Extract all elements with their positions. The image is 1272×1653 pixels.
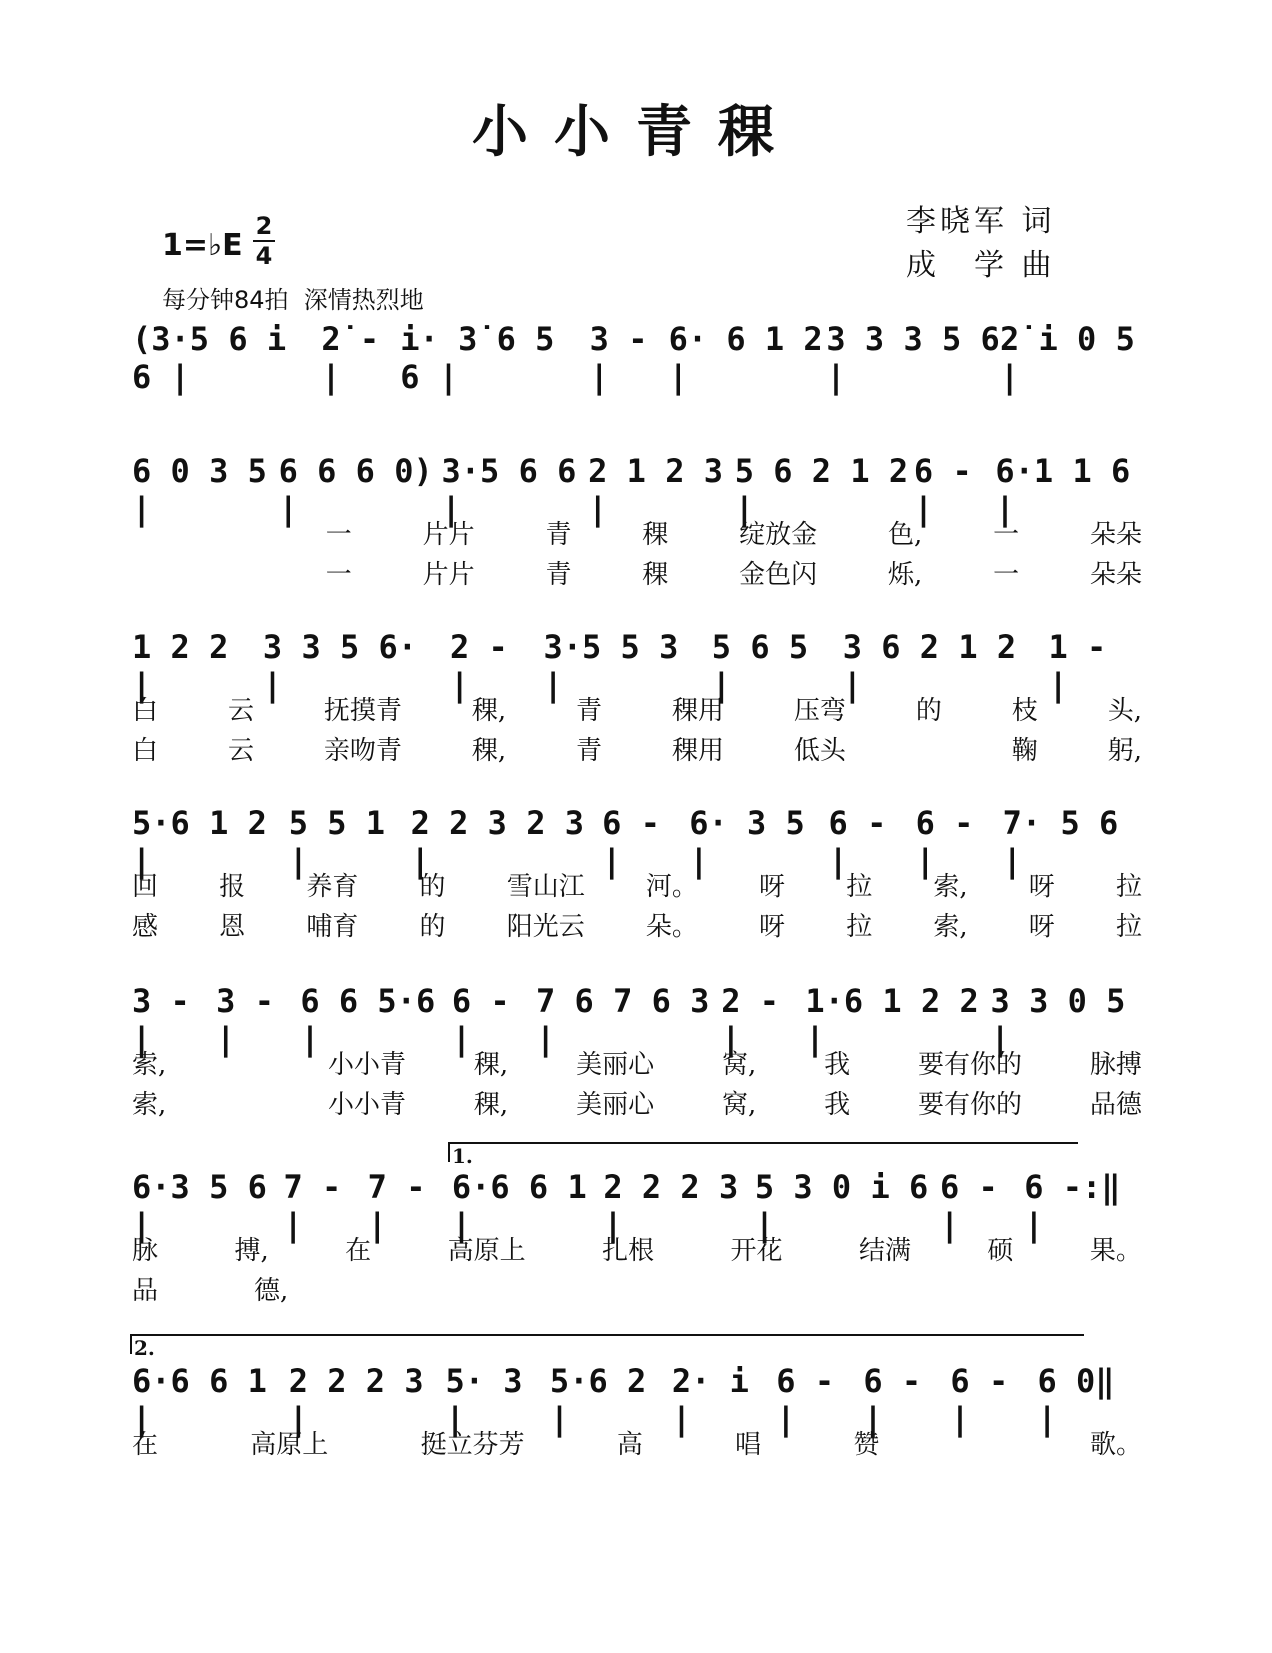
lyric-word: 河。 — [645, 872, 698, 902]
lyric-word: 头, — [1107, 696, 1142, 726]
measure: 2 - | — [449, 628, 508, 704]
measure: 5· 3 | — [445, 1362, 523, 1438]
volta-label-2: 2. — [134, 1336, 155, 1360]
lyric-word: 索, — [933, 872, 968, 902]
lyric-word: 小小青 — [328, 1090, 407, 1120]
lyric-word: 阳光云 — [506, 912, 585, 942]
lyric-word — [628, 1270, 654, 1307]
lyric-word: 养育 — [306, 872, 359, 902]
lyric-word: 我 — [824, 1090, 851, 1120]
lyric-line-6-2 — [132, 1270, 1142, 1307]
lyric-word: 稞 — [642, 520, 669, 550]
measure: 6 - | — [913, 452, 972, 528]
lyric-word: 躬, — [1107, 736, 1142, 766]
lyric-word: 果。 — [1089, 1236, 1142, 1266]
measure: 6 0‖ | — [1037, 1362, 1115, 1438]
measure: 3 - | — [589, 320, 648, 396]
lyric-word: 我 — [824, 1050, 851, 1080]
measure: 3·5 6 6 | — [441, 452, 577, 528]
page-title: 小小青稞 — [472, 99, 800, 165]
measure: 5 3 0 i 6 | — [754, 1168, 929, 1244]
measure: 6· 3 5 | — [689, 804, 805, 880]
lyric-word: 稞, — [473, 1050, 509, 1080]
measure: 6 6 5·6 | — [300, 982, 436, 1058]
measure: 6 - | — [602, 804, 660, 880]
lyric-word — [994, 1270, 1020, 1307]
lyric-word: 高原上 — [250, 1430, 329, 1460]
lyric-word: 赞 — [853, 1430, 880, 1460]
lyric-word: 片片 — [422, 560, 475, 590]
measure: 2 1 2 3 | — [588, 452, 723, 528]
lyric-word: 绽放金 — [739, 520, 818, 550]
lyric-word — [972, 1424, 998, 1461]
lyric-word — [229, 514, 255, 551]
time-signature — [250, 212, 278, 270]
lyric-word: 稞用 — [671, 696, 724, 726]
lyric-word: 结满 — [858, 1236, 911, 1266]
lyric-word: 在 — [132, 1430, 159, 1460]
lyric-word — [229, 554, 255, 591]
measure: 6· 6 1 2 | — [668, 320, 823, 396]
lyric-word: 拉 — [846, 872, 873, 902]
lyric-word — [132, 514, 158, 551]
lyric-line-4-1 — [132, 866, 1142, 903]
measure: 1·6 1 2 2 | — [805, 982, 979, 1058]
volta-label-1: 1. — [452, 1144, 473, 1168]
lyric-word: 稞 — [642, 560, 669, 590]
lyric-word: 恩 — [219, 912, 246, 942]
lyric-word — [234, 1084, 260, 1121]
lyric-word: 脉 — [132, 1236, 159, 1266]
measure: 2 - | — [721, 982, 779, 1058]
lyric-line-2-2 — [132, 554, 1142, 591]
meter-top: 2 — [255, 212, 273, 240]
volta-bracket-1 — [448, 1142, 1078, 1162]
measure: 6·6 6 1 | — [451, 1168, 587, 1244]
measure: 2 2 2 3 | — [603, 1168, 739, 1244]
measure: 6·1 1 6 | — [995, 452, 1131, 528]
lyric-word: 高 — [616, 1430, 643, 1460]
lyric-word: 要有你的 — [917, 1050, 1022, 1080]
measure: 5·6 1 2 | — [132, 804, 267, 880]
lyric-word: 的 — [915, 696, 942, 726]
measure: 6·6 6 1 | — [132, 1362, 267, 1438]
lyric-word: 美丽心 — [576, 1090, 655, 1120]
lyric-word: 索, — [132, 1050, 167, 1080]
lyric-word: 索, — [132, 1090, 167, 1120]
lyric-word: 拉 — [1115, 872, 1142, 902]
measure: 3 3 3 5 6 | — [826, 320, 1000, 396]
meter-bottom: 4 — [255, 242, 273, 270]
lyric-word: 挺立芬芳 — [420, 1430, 525, 1460]
lyric-word: 品德 — [1089, 1090, 1142, 1120]
lyric-word: 烁, — [888, 560, 923, 590]
lyric-word: 呀 — [1028, 912, 1055, 942]
lyric-word — [132, 554, 158, 591]
lyric-word: 哺育 — [306, 912, 359, 942]
lyric-word: 一 — [325, 560, 352, 590]
lyric-word — [872, 1270, 898, 1307]
lyric-word — [916, 730, 942, 767]
lyric-word — [384, 1270, 410, 1307]
lyric-word: 一 — [325, 520, 352, 550]
lyric-word: 德, — [253, 1276, 289, 1306]
lyric-word: 回 — [132, 872, 159, 902]
lyric-word: 白 — [132, 736, 159, 766]
lyric-word: 脉搏 — [1089, 1050, 1142, 1080]
lyric-word: 朵朵 — [1089, 520, 1142, 550]
lyric-line-5-2 — [132, 1084, 1142, 1121]
lyric-word: 青 — [545, 520, 572, 550]
lyric-word: 窝, — [721, 1050, 757, 1080]
lyric-word: 朵。 — [645, 912, 698, 942]
lyric-word: 云 — [227, 736, 254, 766]
lyric-word — [1116, 1270, 1142, 1307]
lyric-word: 云 — [227, 696, 254, 726]
lyric-line-3-1 — [132, 690, 1142, 727]
lyric-line-3-2 — [132, 730, 1142, 767]
measure: 3 6 2 1 2 | — [842, 628, 1017, 704]
lyric-word: 美丽心 — [576, 1050, 655, 1080]
lyric-word: 要有你的 — [917, 1090, 1022, 1120]
lyric-word: 高原上 — [447, 1236, 526, 1266]
measure: 6 - | — [828, 804, 887, 880]
measure: 6 0 3 5 | — [132, 452, 267, 528]
measure: 6 - | — [776, 1362, 835, 1438]
measure: 2 2 3 2 3 | — [410, 804, 584, 880]
lyric-word: 一 — [993, 520, 1020, 550]
lyric-word: 白 — [132, 696, 159, 726]
measure: 5 6 5 | — [711, 628, 809, 704]
measure: 3 - | — [132, 982, 190, 1058]
lyric-word: 索, — [933, 912, 968, 942]
lyric-word: 一 — [993, 560, 1020, 590]
lyric-word: 压弯 — [793, 696, 846, 726]
measure: 2̇ i 0 5 | — [999, 320, 1135, 396]
lyric-word: 稞, — [471, 696, 507, 726]
measure: 6 - | — [915, 804, 974, 880]
lyric-word: 亲吻青 — [323, 736, 402, 766]
measure: 6 6 6 0) | — [278, 452, 433, 528]
lyric-word: 感 — [132, 912, 159, 942]
lyric-word: 青 — [576, 696, 603, 726]
notation-row-1 — [132, 320, 1142, 396]
lyric-word: 的 — [419, 872, 446, 902]
lyricist-credit: 李晓军 词 — [906, 204, 1056, 239]
measure: i· 3̇ 6 5 6 | — [400, 320, 555, 396]
tempo-marking: 每分钟84拍 深情热烈地 — [162, 286, 424, 314]
measure: 5 5 1 | — [288, 804, 386, 880]
measure: 5·6 2 | — [549, 1362, 647, 1438]
lyric-word: 呀 — [1028, 872, 1055, 902]
measure: 6 - | — [863, 1362, 922, 1438]
lyric-word: 窝, — [721, 1090, 757, 1120]
lyric-word: 稞, — [473, 1090, 509, 1120]
composer-credit: 成 学 曲 — [906, 248, 1056, 283]
measure: 2· i | — [671, 1362, 749, 1438]
measure: 6 - | — [451, 982, 510, 1058]
lyric-word: 抚摸青 — [323, 696, 402, 726]
lyric-word — [234, 1044, 260, 1081]
lyric-word: 鞠 — [1011, 736, 1038, 766]
measure: 7· 5 6 | — [1002, 804, 1119, 880]
measure: 3 3 0 5 | — [990, 982, 1126, 1058]
lyric-word: 的 — [419, 912, 446, 942]
lyric-word: 青 — [545, 560, 572, 590]
measure: 1 - | — [1048, 628, 1107, 704]
volta-bracket-2 — [130, 1334, 1084, 1354]
lyric-word: 稞, — [471, 736, 507, 766]
measure: 7 - | — [283, 1168, 342, 1244]
lyric-word: 低头 — [793, 736, 846, 766]
measure: 3·5 5 3 | — [543, 628, 679, 704]
lyric-word: 品 — [132, 1276, 159, 1306]
lyric-line-5-1 — [132, 1044, 1142, 1081]
measure: 7 - | — [367, 1168, 426, 1244]
lyric-word: 枝 — [1011, 696, 1038, 726]
measure: 6 - | — [940, 1168, 998, 1244]
measure: 6 -:‖ | — [1024, 1168, 1121, 1244]
lyric-word — [750, 1270, 776, 1307]
lyric-line-2-1 — [132, 514, 1142, 551]
lyric-word: 歌。 — [1089, 1430, 1142, 1460]
lyric-word: 拉 — [1115, 912, 1142, 942]
lyric-word: 呀 — [759, 912, 786, 942]
lyric-word: 开花 — [730, 1236, 783, 1266]
measure: 3 3 5 6· | — [262, 628, 418, 704]
lyric-line-6-1 — [132, 1230, 1142, 1267]
lyric-word: 唱 — [735, 1430, 762, 1460]
lyric-word: 呀 — [759, 872, 786, 902]
lyric-line-4-2 — [132, 906, 1142, 943]
lyric-word: 扎根 — [602, 1236, 655, 1266]
measure: 1 2 2 | — [132, 628, 229, 704]
lyric-word — [506, 1270, 532, 1307]
lyric-word: 报 — [219, 872, 246, 902]
measure: 7 6 7 6 3 | — [536, 982, 710, 1058]
measure: 2̇ - | — [321, 320, 380, 396]
lyric-word: 朵朵 — [1089, 560, 1142, 590]
measure: 3 - | — [216, 982, 274, 1058]
lyric-word: 搏, — [234, 1236, 269, 1266]
measure: (3·5 6 i 6 | — [132, 320, 287, 396]
lyric-word: 色, — [888, 520, 923, 550]
measure: 2 2 2 3 | — [288, 1362, 424, 1438]
lyric-word: 稞用 — [671, 736, 724, 766]
lyric-word: 金色闪 — [739, 560, 818, 590]
measure: 5 6 2 1 2 | — [734, 452, 909, 528]
lyric-line-7-1 — [132, 1424, 1142, 1461]
lyric-word: 在 — [345, 1236, 372, 1266]
measure: 6·3 5 6 | — [132, 1168, 267, 1244]
measure: 6 - | — [950, 1362, 1009, 1438]
lyric-word: 青 — [576, 736, 603, 766]
lyric-word: 小小青 — [328, 1050, 407, 1080]
lyric-word: 拉 — [846, 912, 873, 942]
lyric-word: 雪山江 — [506, 872, 585, 902]
lyric-word: 硕 — [987, 1236, 1014, 1266]
key-signature: 1=♭E — [162, 228, 243, 263]
lyric-word: 片片 — [422, 520, 475, 550]
